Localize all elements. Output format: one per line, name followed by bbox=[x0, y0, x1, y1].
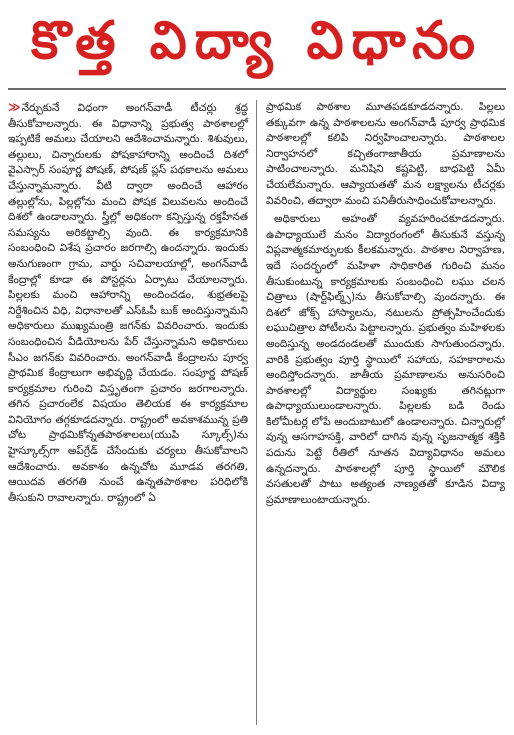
right-column bbox=[259, 100, 505, 725]
article-body bbox=[8, 100, 506, 725]
column-divider bbox=[256, 100, 257, 725]
right-paragraph-2: అధికారులు అహంతో వ్యవహరించకూడదన్నారు. ఉపాధ్యాయులే మనం విద్యారంగంలో తీసుకునే వస్తున్న విప్లవాత్మకమార్పులకు కీలకమన్నారు. పాఠశాల నిర్వాహణ, ఇదే సందర్భంలో మహిళా సాధికారిత గురించి మనం తీసుకుంటున్న కార్యక్రమాలకు సంబంధించి లఘు చలన చిత్రాలు (షార్ట్‌ఫిల్మ్స్)ను తీసుకోవాల్సి వుందన్నారు. ఈ దిశలో జోక్స్ హాస్యాలను, నటులను ప్రోత్సహించేందుకు లఘుచిత్రాల పోటీలను పెట్టాలన్నారు. ప్రభుత్వం మహిళలకు అందిస్తున్న అండదండలతో ముందుకు సాగుతుందన్నారు. వారికి ప్రభుత్వం పూర్తి స్థాయిలో సహాయ, సహకారాలను అందిస్తోందన్నారు. జాతీయ ప్రమాణాలను అనుసరించి పాఠశాలల్లో విద్యార్థుల సంఖ్యకు తగినట్లుగా ఉపాధ్యాయులుండాలన్నారు. పిల్లలకు బడి రెండు కిలోమీటర్ల లోపే అందుబాటులో ఉండాలన్నారు. చిన్నారుల్లో వున్న ఆసగాహసక్తి, వారిలో దాగిన వున్న సృజనాత్మక శక్తికి పదును పెట్టే రీతిలో నూతన విద్యావిధానం అమలు ఉన్నదన్నారు. పాఠశాలల్లో పూర్తి స్థాయిలో మౌలిక వసతులతో పాటు అత్యంత నాణ్యతతో కూడిన విద్యా ప్రమాణాలుంటాయన్నారు. bbox=[266, 213, 505, 506]
right-paragraph-1: ప్రాథమిక పాఠశాల మూతపడకూడదన్నారు. పిల్లలు తక్కువగా ఉన్న పాఠశాలలను అంగన్‌వాడీ పూర్వ ప్రాథమిక పాఠశాలల్లో కలిపి నిర్వహించాలన్నారు. పాఠశాలల నిర్వాహనలో కచ్చితంగాజాతీయ ప్రమాణాలను పాటించాలన్నారు. మనిషిని కష్టపెట్టి, బాధపెట్టి ఏమీ చేయలేమన్నారు. ఆప్యాయతతో మన లక్ష్యాలను టీచర్లకు వివరించి, తద్వారా మంచి పనితీరుసాధించుకోవాలన్నారు. bbox=[266, 101, 505, 207]
left-paragraph-1-text: నేర్చుకునే విధంగా అంగన్‌వాడీ టీచర్లు శ్రద్ధ తీసుకోవాలన్నారు. ఈ విధానాన్ని ప్రభుత్వ పాఠశాలల్లో ఇప్పటికే అమలు చేయాలని ఆదేశించామన్నారు. శిశువులు, తల్లులు, చిన్నారులకు పోషకాహారాన్ని అందించే దిశలో వైఎస్సార్ సంపూర్ణ పోషణ్, పోషణ్ ప్లస్ పథకాలను అమలు చేస్తున్నామన్నారు. వీటి ద్వారా అందించే ఆహారం తల్లుల్లోను, పిల్లల్లోను మంచి పోషక విలువలను అందించే దిశలో ఉండాలన్నారు. స్త్రీల్లో అధికంగా కన్పిస్తున్న రక్తహీనత సమస్యను అరికట్టాల్సి వుంది. ఈ కార్యక్రమానికి సంబంధించి విశేష ప్రచారం జరగాల్సి ఉందన్నారు. ఇందుకు అనుగుణంగా గ్రామ, వార్డు సచివాలయాల్లో, అంగన్‌వాడీ కేంద్రాల్లో కూడా ఈ పోస్టర్లను ఏర్పాటు చేయాలన్నారు. పిల్లలకు మంచి ఆహారాన్ని అందించడం, శుభ్రతలపై నిర్దేశించిన విధి, విధానాలతో ఎస్‌ఓపీ బుక్ అందిస్తున్నామని అధికారులు ముఖ్యమంత్రి జగన్‌కు వివరించారు. ఇందుకు సంబంధించిన వీడియోలను పేర్ చేస్తున్నామని అధికారులు సీఎం జగన్‌కు వివరించారు. అంగన్‌వాడీ కేంద్రాలను పూర్వ ప్రాథమిక కేంద్రాలుగా అభివృద్ది చేయడం. సంపూర్ణ పోషణ్ కార్యక్రమాల గురించి విస్తృతంగా ప్రచారం జరగాలన్నారు. తగిన ప్రచారంలేక విషయం తెలియక ఈ కార్యక్రమాల వినియోగం తగ్గకూడదన్నారు. రాష్ట్రంలో అవకాశమున్న ప్రతి చోట ప్రాథమికోన్నతపాఠశాలలు(యుపి స్కూల్స్)ను హైస్కూల్స్‌గా అప్‌గ్రేడ్ చేసేందుకు చర్యలు తీసుకోవాలని ఆదేశించారు. అవకాశం ఉన్నచోట మూడవ తరగతి, ఆయిదవ తరగతి నుంచే ఉన్నతపాఠశాల పరిధిలోకి తీసుకుని రావాలన్నారు. రాష్ట్రంలో ఏ bbox=[8, 102, 248, 504]
left-column bbox=[8, 100, 254, 725]
left-paragraph-1 bbox=[8, 100, 248, 506]
headline: కొత్త విద్యా విధానం bbox=[8, 6, 506, 90]
lead-marker-icon: ≫ bbox=[8, 100, 19, 114]
